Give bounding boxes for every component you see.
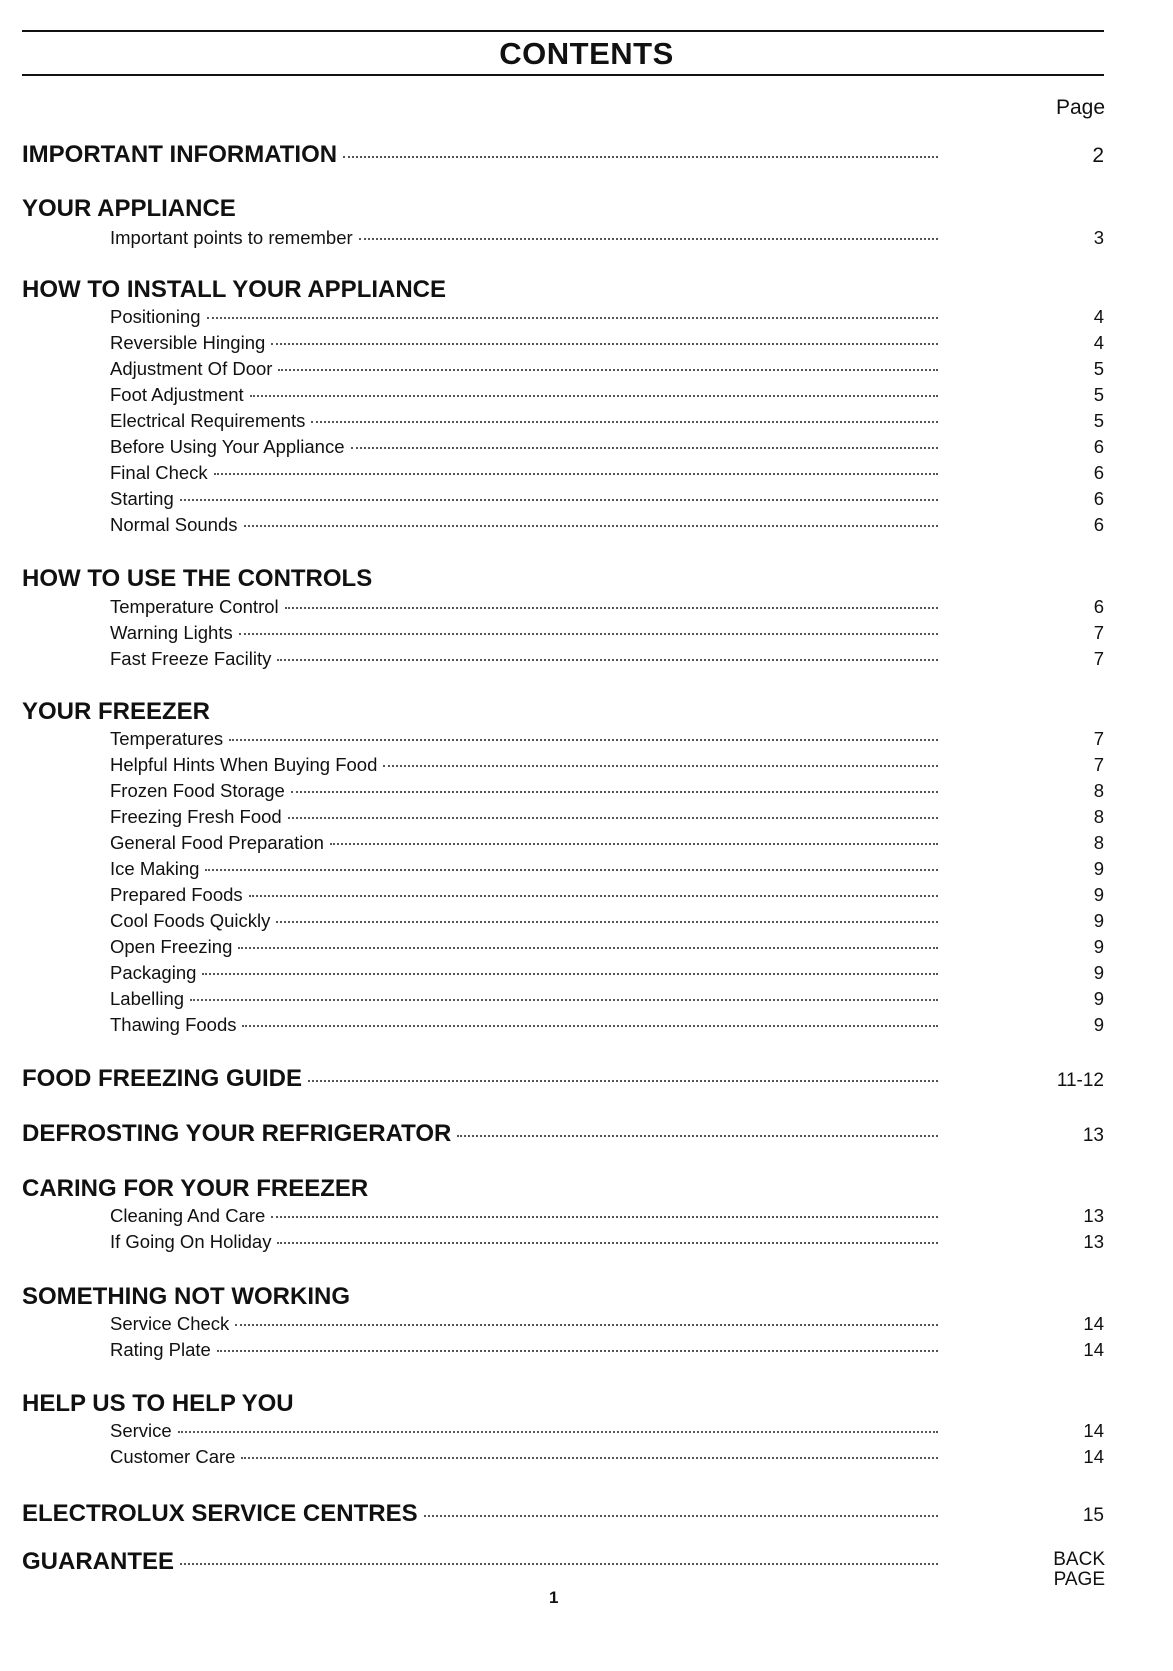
leader-dots — [291, 791, 938, 793]
toc-section-help-us[interactable]: HELP US TO HELP YOU — [22, 1390, 294, 1417]
toc-entry-service[interactable]: Service 14 — [110, 1420, 1104, 1441]
leader-dots — [359, 238, 938, 240]
toc-entry-important-points[interactable]: Important points to remember 3 — [110, 227, 1104, 248]
toc-entry-labelling[interactable]: Labelling 9 — [110, 988, 1104, 1009]
toc-entry-freezing-fresh-food[interactable]: Freezing Fresh Food 8 — [110, 806, 1104, 827]
leader-dots — [276, 921, 938, 923]
leader-dots — [202, 973, 938, 975]
toc-entry-prepared-foods[interactable]: Prepared Foods 9 — [110, 884, 1104, 905]
toc-section-caring-for-freezer[interactable]: CARING FOR YOUR FREEZER — [22, 1175, 369, 1202]
page-number: 1 — [549, 1588, 559, 1607]
back-page-reference: BACK PAGE — [1053, 1549, 1105, 1590]
leader-dots — [351, 447, 938, 449]
leader-dots — [271, 1216, 938, 1218]
toc-entry-starting[interactable]: Starting 6 — [110, 488, 1104, 509]
toc-entry-reversible-hinging[interactable]: Reversible Hinging 4 — [110, 332, 1104, 353]
leader-dots — [190, 999, 938, 1001]
toc-entry-defrosting[interactable]: DEFROSTING YOUR REFRIGERATOR 13 — [22, 1120, 1104, 1147]
toc-entry-helpful-hints[interactable]: Helpful Hints When Buying Food 7 — [110, 754, 1104, 775]
toc-entry-temperatures[interactable]: Temperatures 7 — [110, 728, 1104, 749]
toc-section-your-appliance[interactable]: YOUR APPLIANCE — [22, 195, 236, 222]
leader-dots — [277, 659, 938, 661]
toc-entry-adjustment-of-door[interactable]: Adjustment Of Door 5 — [110, 358, 1104, 379]
leader-dots — [311, 421, 938, 423]
toc-entry-cleaning-and-care[interactable]: Cleaning And Care 13 — [110, 1205, 1104, 1226]
toc-entry-ice-making[interactable]: Ice Making 9 — [110, 858, 1104, 879]
toc-entry-food-freezing-guide[interactable]: FOOD FREEZING GUIDE 11-12 — [22, 1065, 1104, 1092]
toc-entry-before-using[interactable]: Before Using Your Appliance 6 — [110, 436, 1104, 457]
toc-entry-important-information[interactable]: IMPORTANT INFORMATION 2 — [22, 141, 1104, 168]
leader-dots — [271, 343, 938, 345]
leader-dots — [250, 395, 938, 397]
toc-entry-foot-adjustment[interactable]: Foot Adjustment 5 — [110, 384, 1104, 405]
leader-dots — [178, 1431, 938, 1433]
leader-dots — [235, 1324, 938, 1326]
toc-entry-service-centres[interactable]: ELECTROLUX SERVICE CENTRES 15 — [22, 1500, 1104, 1527]
toc-entry-packaging[interactable]: Packaging 9 — [110, 962, 1104, 983]
leader-dots — [207, 317, 938, 319]
toc-entry-general-food-prep[interactable]: General Food Preparation 8 — [110, 832, 1104, 853]
leader-dots — [238, 947, 938, 949]
leader-dots — [229, 739, 938, 741]
toc-entry-frozen-food-storage[interactable]: Frozen Food Storage 8 — [110, 780, 1104, 801]
toc-entry-normal-sounds[interactable]: Normal Sounds 6 — [110, 514, 1104, 535]
leader-dots — [288, 817, 938, 819]
leader-dots — [343, 156, 938, 158]
toc-section-how-to-use-controls[interactable]: HOW TO USE THE CONTROLS — [22, 565, 373, 592]
leader-dots — [242, 1025, 938, 1027]
leader-dots — [241, 1457, 938, 1459]
toc-entry-fast-freeze[interactable]: Fast Freeze Facility 7 — [110, 648, 1104, 669]
leader-dots — [217, 1350, 938, 1352]
toc-entry-electrical-requirements[interactable]: Electrical Requirements 5 — [110, 410, 1104, 431]
toc-section-something-not-working[interactable]: SOMETHING NOT WORKING — [22, 1283, 350, 1310]
leader-dots — [180, 1563, 938, 1565]
leader-dots — [424, 1515, 938, 1517]
title-underline — [22, 74, 1104, 76]
toc-entry-rating-plate[interactable]: Rating Plate 14 — [110, 1339, 1104, 1360]
leader-dots — [277, 1242, 938, 1244]
toc-entry-positioning[interactable]: Positioning 4 — [110, 306, 1104, 327]
top-rule — [22, 30, 1104, 32]
toc-entry-guarantee[interactable]: GUARANTEE — [22, 1548, 1104, 1576]
toc-section-your-freezer[interactable]: YOUR FREEZER — [22, 698, 211, 725]
toc-entry-service-check[interactable]: Service Check 14 — [110, 1313, 1104, 1334]
leader-dots — [249, 895, 938, 897]
toc-entry-thawing-foods[interactable]: Thawing Foods 9 — [110, 1014, 1104, 1035]
toc-entry-warning-lights[interactable]: Warning Lights 7 — [110, 622, 1104, 643]
toc-entry-open-freezing[interactable]: Open Freezing 9 — [110, 936, 1104, 957]
leader-dots — [285, 607, 938, 609]
leader-dots — [244, 525, 938, 527]
leader-dots — [278, 369, 938, 371]
leader-dots — [214, 473, 938, 475]
leader-dots — [180, 499, 938, 501]
leader-dots — [308, 1080, 938, 1082]
toc-entry-final-check[interactable]: Final Check 6 — [110, 462, 1104, 483]
toc-entry-cool-foods-quickly[interactable]: Cool Foods Quickly 9 — [110, 910, 1104, 931]
leader-dots — [383, 765, 938, 767]
toc-entry-customer-care[interactable]: Customer Care 14 — [110, 1446, 1104, 1467]
leader-dots — [205, 869, 938, 871]
toc-entry-temperature-control[interactable]: Temperature Control 6 — [110, 596, 1104, 617]
leader-dots — [239, 633, 938, 635]
leader-dots — [330, 843, 938, 845]
page-column-label: Page — [1055, 96, 1105, 119]
toc-entry-going-on-holiday[interactable]: If Going On Holiday 13 — [110, 1231, 1104, 1252]
leader-dots — [457, 1135, 938, 1137]
toc-section-how-to-install[interactable]: HOW TO INSTALL YOUR APPLIANCE — [22, 276, 447, 303]
page-title: CONTENTS — [499, 36, 674, 71]
